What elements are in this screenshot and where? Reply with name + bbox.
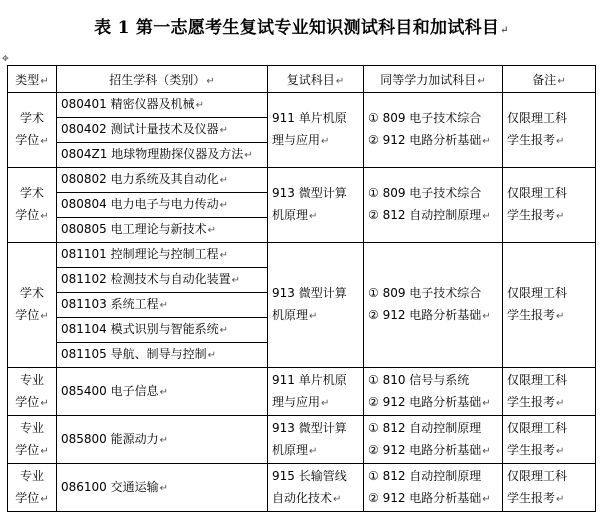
paragraph-mark: ↵ <box>556 311 565 322</box>
extra-subject-cell-line: ② 912 电路分析基础 <box>368 133 482 147</box>
paragraph-mark: ↵ <box>40 136 49 147</box>
paragraph-mark: ↵ <box>333 493 342 505</box>
extra-subject-cell-line: ② 812 自动控制原理 <box>368 208 482 222</box>
extra-subject-cell-line: ① 809 电子技术综合 <box>368 186 482 200</box>
major-name: 0804Z1 地球物理勘探仪器及方法 <box>61 147 244 161</box>
paragraph-mark: ↵ <box>219 175 229 186</box>
paragraph-mark: ↵ <box>40 445 49 457</box>
extra-subject-cell-line: ① 809 电子技术综合 <box>368 286 482 300</box>
paragraph-mark: ↵ <box>309 311 318 322</box>
paragraph-mark: ↵ <box>219 200 229 211</box>
major-cell <box>57 368 268 416</box>
paragraph-mark: ↵ <box>219 250 229 261</box>
degree-type-cell-line: 专业 <box>19 372 44 387</box>
paragraph-mark: ↵ <box>40 493 49 505</box>
paragraph-mark: ↵ <box>556 493 565 505</box>
degree-type-cell <box>8 464 57 512</box>
table-body <box>8 93 596 512</box>
retest-subject-cell <box>268 93 364 168</box>
degree-type-cell-line: 学位 <box>15 490 40 505</box>
note-cell-line: 学生报考 <box>507 490 556 505</box>
retest-subject-cell <box>268 243 364 368</box>
paragraph-mark: ↵ <box>482 445 491 457</box>
degree-type-cell-line: 学位 <box>15 308 40 322</box>
major-name: 080805 电工理论与新技术 <box>61 222 207 236</box>
major-cell <box>57 143 268 168</box>
retest-subject-cell-line: 机原理 <box>272 442 309 457</box>
table-row <box>8 168 596 193</box>
paragraph-mark: ↵ <box>159 482 169 494</box>
paragraph-mark: ↵ <box>482 136 491 147</box>
paragraph-mark: ↵ <box>40 311 49 322</box>
degree-type-cell <box>8 416 57 464</box>
degree-type-cell-line: 专业 <box>19 468 44 483</box>
degree-type-cell-line: 学位 <box>15 442 40 457</box>
header-retest: 复试科目↵ <box>268 66 364 93</box>
retest-subject-cell <box>268 416 364 464</box>
major-name: 085400 电子信息 <box>61 383 159 398</box>
major-cell <box>57 118 268 143</box>
paragraph-mark: ↵ <box>207 225 217 236</box>
retest-subject-cell <box>268 168 364 243</box>
major-name: 080401 精密仪器及机械 <box>61 97 195 111</box>
major-name: 080402 测试计量技术及仪器 <box>61 122 219 136</box>
degree-type-cell <box>8 168 57 243</box>
paragraph-mark: ↵ <box>482 211 491 222</box>
major-cell <box>57 218 268 243</box>
major-name: 085800 能源动力 <box>61 431 159 446</box>
paragraph-mark: ↵ <box>556 211 565 222</box>
major-cell <box>57 343 268 368</box>
paragraph-mark: ↵ <box>500 25 509 36</box>
paragraph-mark: ↵ <box>556 445 565 457</box>
extra-subject-cell-line: ② 912 电路分析基础 <box>368 490 482 505</box>
header-major: 招生学科（类别）↵ <box>57 66 268 93</box>
note-cell-line: 学生报考 <box>507 208 556 222</box>
extra-subject-cell <box>364 93 503 168</box>
extra-subject-cell <box>364 464 503 512</box>
major-name: 080802 电力系统及其自动化 <box>61 172 219 186</box>
retest-subject-cell-line: 自动化技术 <box>272 490 333 505</box>
paragraph-mark: ↵ <box>482 397 491 409</box>
paragraph-mark: ↵ <box>219 325 229 336</box>
retest-subject-cell-line: 915 长输管线 <box>272 468 347 483</box>
major-cell <box>57 318 268 343</box>
major-cell <box>57 293 268 318</box>
extra-subject-cell <box>364 416 503 464</box>
note-cell-line: 学生报考 <box>507 394 556 409</box>
major-cell <box>57 416 268 464</box>
major-cell <box>57 193 268 218</box>
degree-type-cell-line: 学位 <box>15 208 40 222</box>
extra-subject-cell-line: ① 809 电子技术综合 <box>368 111 482 125</box>
note-cell-line: 仅限理工科 <box>507 286 568 300</box>
note-cell-line: 学生报考 <box>507 133 556 147</box>
degree-type-cell <box>8 243 57 368</box>
degree-type-cell-line: 学术 <box>19 286 44 300</box>
note-cell-line: 学生报考 <box>507 308 556 322</box>
paragraph-mark: ↵ <box>231 275 241 286</box>
note-cell-line: 仅限理工科 <box>507 111 568 125</box>
table-row <box>8 368 596 416</box>
degree-type-cell-line: 学术 <box>19 186 44 200</box>
extra-subject-cell-line: ② 912 电路分析基础 <box>368 308 482 322</box>
degree-type-cell-line: 专业 <box>19 420 44 435</box>
table-title: 表 1 第一志愿考生复试专业知识测试科目和加试科目↵ <box>94 18 509 38</box>
extra-subject-cell-line: ② 912 电路分析基础 <box>368 442 482 457</box>
note-cell-line: 仅限理工科 <box>507 468 568 483</box>
degree-type-cell-line: 学位 <box>15 133 40 147</box>
paragraph-mark: ↵ <box>321 397 330 409</box>
table-header-row <box>8 66 596 93</box>
extra-subject-cell-line: ② 912 电路分析基础 <box>368 394 482 409</box>
paragraph-mark: ↵ <box>207 350 217 361</box>
paragraph-mark: ↵ <box>556 136 565 147</box>
paragraph-mark: ↵ <box>556 397 565 409</box>
major-name: 081102 检测技术与自动化装置 <box>61 272 231 286</box>
major-cell <box>57 243 268 268</box>
table-row <box>8 464 596 512</box>
note-cell <box>503 243 596 368</box>
retest-subject-cell <box>268 368 364 416</box>
retest-subject-cell-line: 911 单片机原 <box>272 111 347 125</box>
major-name: 086100 交通运输 <box>61 479 159 494</box>
retest-subject-cell <box>268 464 364 512</box>
paragraph-mark: ↵ <box>482 311 491 322</box>
extra-subject-cell <box>364 168 503 243</box>
extra-subject-cell <box>364 243 503 368</box>
extra-subject-cell <box>364 368 503 416</box>
major-name: 080804 电力电子与电力传动 <box>61 197 219 211</box>
retest-subject-cell-line: 理与应用 <box>272 394 321 409</box>
paragraph-mark: ↵ <box>244 150 253 161</box>
paragraph-mark: ↵ <box>321 136 330 147</box>
note-cell-line: 学生报考 <box>507 442 556 457</box>
major-name: 081105 导航、制导与控制 <box>61 347 207 361</box>
paragraph-mark: ↵ <box>309 211 318 222</box>
degree-type-cell-line: 学术 <box>19 111 44 125</box>
major-cell <box>57 268 268 293</box>
note-cell <box>503 368 596 416</box>
note-cell-line: 仅限理工科 <box>507 186 568 200</box>
paragraph-mark: ↵ <box>159 300 169 311</box>
table-anchor-icon: ✥ <box>2 54 9 63</box>
header-extra: 同等学力加试科目↵ <box>364 66 503 93</box>
paragraph-mark: ↵ <box>40 211 49 222</box>
note-cell <box>503 168 596 243</box>
retest-subject-cell-line: 911 单片机原 <box>272 372 347 387</box>
paragraph-mark: ↵ <box>159 386 169 398</box>
paragraph-mark: ↵ <box>219 125 229 136</box>
extra-subject-cell-line: ① 810 信号与系统 <box>368 372 470 387</box>
paragraph-mark: ↵ <box>309 445 318 457</box>
paragraph-mark: ↵ <box>40 397 49 409</box>
note-cell <box>503 464 596 512</box>
extra-subject-cell-line: ① 812 自动控制原理 <box>368 420 482 435</box>
major-name: 081101 控制理论与控制工程 <box>61 247 219 261</box>
degree-type-cell-line: 学位 <box>15 394 40 409</box>
retest-subject-cell-line: 机原理 <box>272 208 309 222</box>
header-note: 备注↵ <box>503 66 596 93</box>
retest-subject-cell-line: 913 微型计算 <box>272 186 347 200</box>
exam-subjects-table <box>7 65 596 512</box>
retest-subject-cell-line: 913 微型计算 <box>272 420 347 435</box>
table-row <box>8 243 596 268</box>
note-cell-line: 仅限理工科 <box>507 372 568 387</box>
retest-subject-cell-line: 理与应用 <box>272 133 321 147</box>
degree-type-cell <box>8 93 57 168</box>
table-row <box>8 416 596 464</box>
degree-type-cell <box>8 368 57 416</box>
note-cell <box>503 416 596 464</box>
header-type: 类型↵ <box>8 66 57 93</box>
major-cell <box>57 93 268 118</box>
paragraph-mark: ↵ <box>159 434 169 446</box>
major-cell <box>57 464 268 512</box>
table-row <box>8 93 596 118</box>
paragraph-mark: ↵ <box>482 493 491 505</box>
major-cell <box>57 168 268 193</box>
major-name: 081104 模式识别与智能系统 <box>61 322 219 336</box>
major-name: 081103 系统工程 <box>61 297 159 311</box>
extra-subject-cell-line: ① 812 自动控制原理 <box>368 468 482 483</box>
paragraph-mark: ↵ <box>195 100 205 111</box>
note-cell <box>503 93 596 168</box>
note-cell-line: 仅限理工科 <box>507 420 568 435</box>
retest-subject-cell-line: 913 微型计算 <box>272 286 347 300</box>
retest-subject-cell-line: 机原理 <box>272 308 309 322</box>
